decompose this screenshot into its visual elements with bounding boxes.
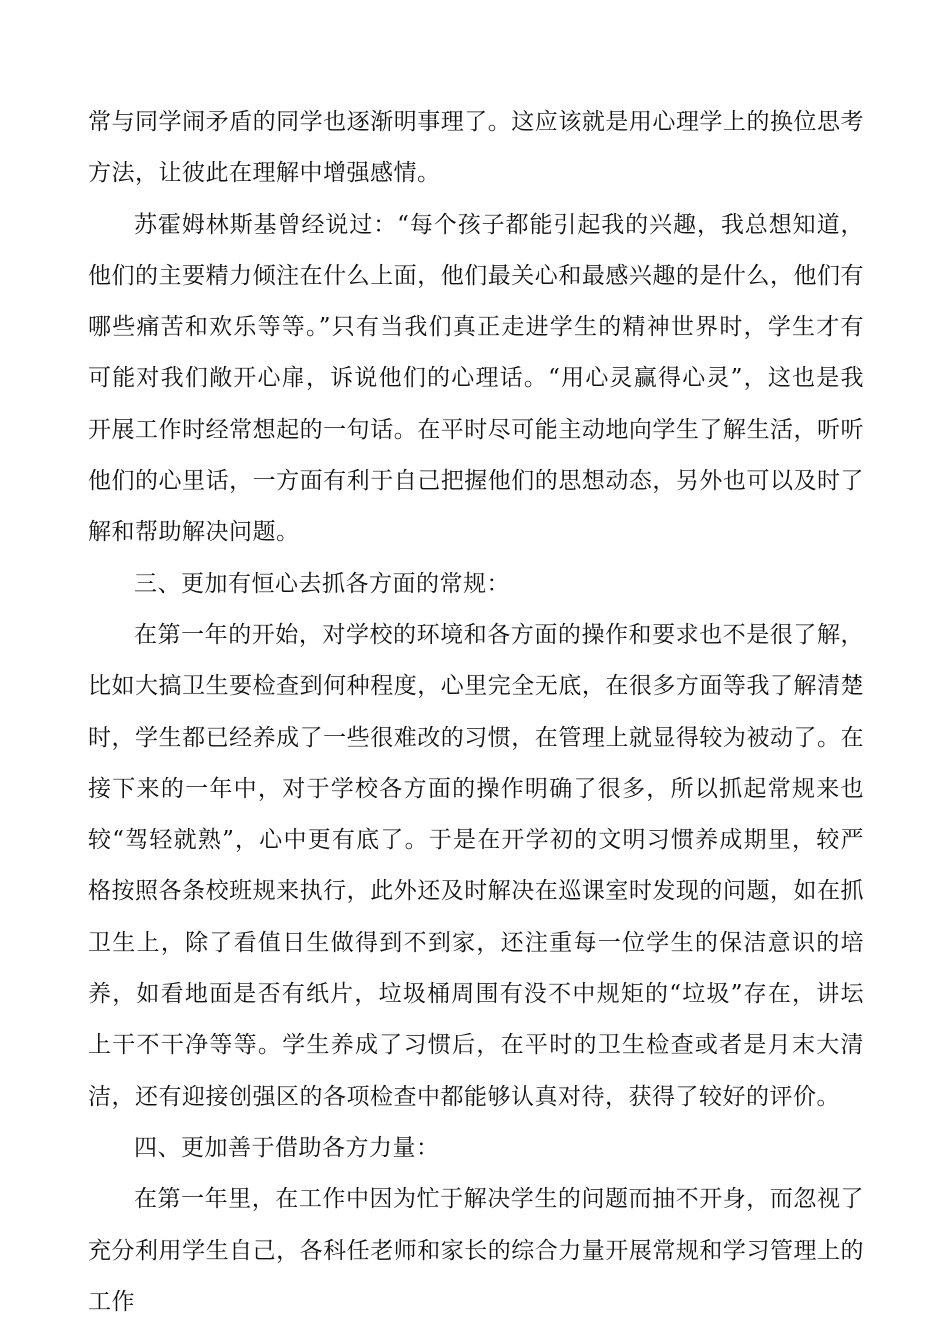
- section-heading-4: 四、更加善于借助各方力量：: [134, 1134, 440, 1161]
- paragraph-quote: 苏霍姆林斯基曾经说过：“每个孩子都能引起我的兴趣，我总想知道，他们的主要精力倾注在什么上面，他们最关心和最感兴趣的是什么，他们有哪些痛苦和欢乐等等。”只有当我们真正走进学生的精神世界时，学生才有可能对我们敞开心扉，诉说他们的心理话。“用心灵赢得心灵”，这也是我开展工作时经常想起的一句话。在平时尽可能主动地向学生了解生活，听听他们的心里话，一方面有利于自己把握他们的思想动态，另外也可以及时了解和帮助解决问题。: [88, 211, 864, 546]
- section-heading-3: 三、更加有恒心去抓各方面的常规：: [134, 570, 510, 597]
- paragraph-resources: 在第一年里，在工作中因为忙于解决学生的问题而抽不开身，而忽视了充分利用学生自己，各科任老师和家长的综合力量开展常规和学习管理上的工作: [88, 1186, 864, 1315]
- paragraph-continuation: 常与同学闹矛盾的同学也逐渐明事理了。这应该就是用心理学上的换位思考方法，让彼此在理解中增强感情。: [88, 109, 864, 187]
- paragraph-routine: 在第一年的开始，对学校的环境和各方面的操作和要求也不是很了解，比如大搞卫生要检查到何种程度，心里完全无底，在很多方面等我了解清楚时，学生都已经养成了一些很难改的习惯，在管理上就显得较为被动了。在接下来的一年中，对于学校各方面的操作明确了很多，所以抓起常规来也较“驾轻就熟”，心中更有底了。于是在开学初的文明习惯养成期里，较严格按照各条校班规来执行，此外还及时解决在巡课室时发现的问题，如在抓卫生上，除了看值日生做得到不到家，还注重每一位学生的保洁意识的培养，如看地面是否有纸片，垃圾桶周围有没不中规矩的“垃圾”存在，讲坛上干不干净等等。学生养成了习惯后，在平时的卫生检查或者是月末大清洁，还有迎接创强区的各项检查中都能够认真对待，获得了较好的评价。: [88, 621, 864, 1110]
